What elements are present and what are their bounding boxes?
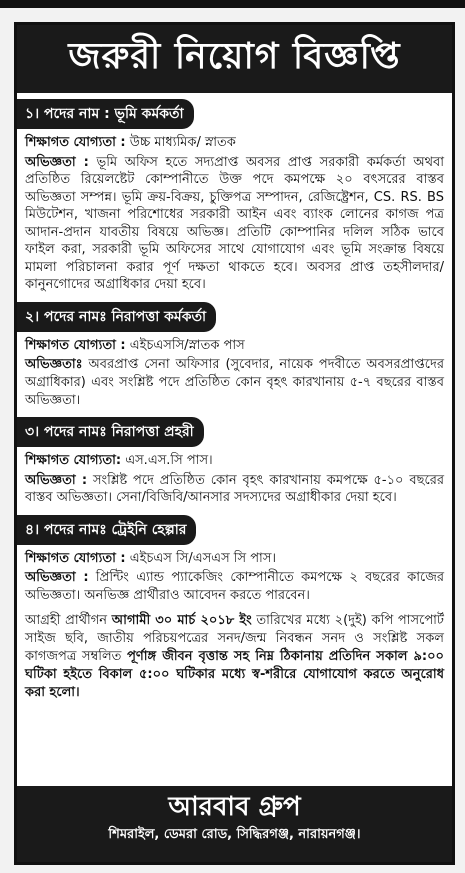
experience-label: অভিজ্ঞতা : xyxy=(25,472,88,488)
job-title-1: ১। পদের নাম : ভূমি কর্মকর্তা xyxy=(17,99,194,129)
qualification-value: এইচএসসি/স্নাতক পাস xyxy=(129,337,245,353)
qualification-1 xyxy=(25,134,444,152)
job-section-1 xyxy=(17,93,452,294)
experience-2 xyxy=(25,356,444,409)
page-title: জরুরী নিয়োগ বিজ্ঞপ্তি xyxy=(17,25,452,93)
qualification-value: এস.এস.সি পাস। xyxy=(125,453,213,469)
experience-3 xyxy=(25,472,444,507)
job-title-3: ৩। পদের নামঃ নিরাপত্তা প্রহরী xyxy=(17,417,204,447)
job-title-2: ২। পদের নামঃ নিরাপত্তা কর্মকর্তা xyxy=(17,302,216,332)
qualification-2 xyxy=(25,337,444,355)
qualification-label: শিক্ষাগত যোগ্যতা : xyxy=(25,550,126,566)
application-instructions xyxy=(17,606,452,702)
company-address: শিমরাইল, ডেমরা রোড, সিদ্ধিরগঞ্জ, নারায়নগঞ্জ। xyxy=(108,827,361,843)
experience-value: ভূমি অফিস হতে সদ্যপ্রাপ্ত অবসর প্রাপ্ত সরকারী কর্মকর্তা অথবা প্রতিষ্ঠিত রিয়েলষ্টেট কোম্পানীতে উক্ত পদে কমপক্ষে ২০ বৎসরের বাস্তব অভিজ্ঞতা সম্পন্ন। ভূমি ক্রয়-বিক্রয়, চুক্তিপত্র সম্পাদন, রেজিষ্ট্রেশন, CS. RS. BS মিউটেশন, খাজনা পরিশোধের সরকারী আইন এবং ব্যাংক লোনের কাগজ পত্র আদান-প্রদান যাবতীয় বিষয়ে অভিজ্ঞ। প্রতিটি কোম্পানির দলিল সঠিক ভাবে ফাইল করা, সরকারী ভূমি অফিসের সাথে যোগাযোগ এবং ভূমি সংক্রান্ত বিষয়ে মামলা পরিচালনা করার পূর্ণ দক্ষতা থাকতে হবে। অবসর প্রাপ্ত তহসীলদার/ কানুনগোদের অগ্রাধিকার দেয়া হবে। xyxy=(25,154,444,293)
job-title-4: ৪। পদের নামঃ ট্রেইনি হেল্পার xyxy=(17,515,196,545)
job-section-2 xyxy=(17,296,452,409)
experience-label: অভিজ্ঞতা : xyxy=(25,570,89,586)
qualification-value: উচ্চ মাধ্যমিক/ স্নাতক xyxy=(129,135,236,150)
advertisement-frame xyxy=(14,22,455,865)
experience-value: প্রিন্টিং এ্যান্ড প্যাকেজিং কোম্পানীতে কমপক্ষে ২ বছরের কাজের অভিজ্ঞতা। অনভিজ্ঞ প্রার্থীরাও আবেদন করতে পারবেন। xyxy=(25,570,444,603)
company-footer xyxy=(17,786,452,862)
job-section-4 xyxy=(17,509,452,605)
deadline-date: আগামী ৩০ মার্চ ২০১৮ ইং xyxy=(111,613,252,629)
qualification-value: এইচএস সি/এসএস সি পাস। xyxy=(129,550,277,566)
qualification-label: শিক্ষাগত যোগ্যতা: xyxy=(25,453,122,469)
experience-value: অবরপ্রাপ্ত সেনা অফিসার (সুবেদার, নায়েক পদবীতে অবসরপ্রাপ্তদের অগ্রাধিকার) এবং সংশ্লিষ্ট পদে প্রতিষ্ঠিত কোন বৃহৎ কারখানায় ৫-৭ বছরের বাস্তব অভিজ্ঞতা। xyxy=(25,357,444,408)
top-border xyxy=(0,0,465,8)
qualification-3 xyxy=(25,452,444,470)
qualification-label: শিক্ষাগত যোগ্যতা : xyxy=(25,135,126,150)
experience-label: অভিজ্ঞতা : xyxy=(25,154,89,170)
qualification-4 xyxy=(25,550,444,568)
experience-value: সংশ্লিষ্ট পদে প্রতিষ্ঠিত কোন বৃহৎ কারখানায় কমপক্ষে ৫-১০ বছরের বাস্তব অভিজ্ঞতা। সেনা/বিজিবি/আনসার সদস্যদের অগ্রাধীকার দেয়া হবে। xyxy=(25,472,444,506)
experience-1 xyxy=(25,154,444,294)
job-section-3 xyxy=(17,411,452,507)
qualification-label: শিক্ষাগত যোগ্যতা : xyxy=(25,337,126,353)
closing-text-2: তারিখের মধ্যে ২(দুই) কপি পাসপোর্ট সাইজ ছবি, জাতীয় পরিচয়পত্রের সনদ/জন্ম নিবন্ধন সনদ ও সংশ্লিষ্ট সকল কাগজপত্র সম্বলিত xyxy=(25,613,445,665)
closing-text-bold: পূর্ণাঙ্গ জীবন বৃত্তান্ত সহ নিম্ন ঠিকানায় প্রতিদিন সকাল ৯:০০ ঘটিকা হইতে বিকাল ৫:০০ ঘটিকার মধ্যে স্ব-শরীরে যোগাযোগ করতে অনুরোধ করা হলো। xyxy=(25,649,444,701)
experience-label: অভিজ্ঞতাঃ xyxy=(25,357,83,373)
company-name: আরবাব গ্রুপ xyxy=(168,792,301,822)
experience-4 xyxy=(25,569,444,604)
closing-text-1: আগ্রহী প্রার্থীগন xyxy=(25,613,112,629)
